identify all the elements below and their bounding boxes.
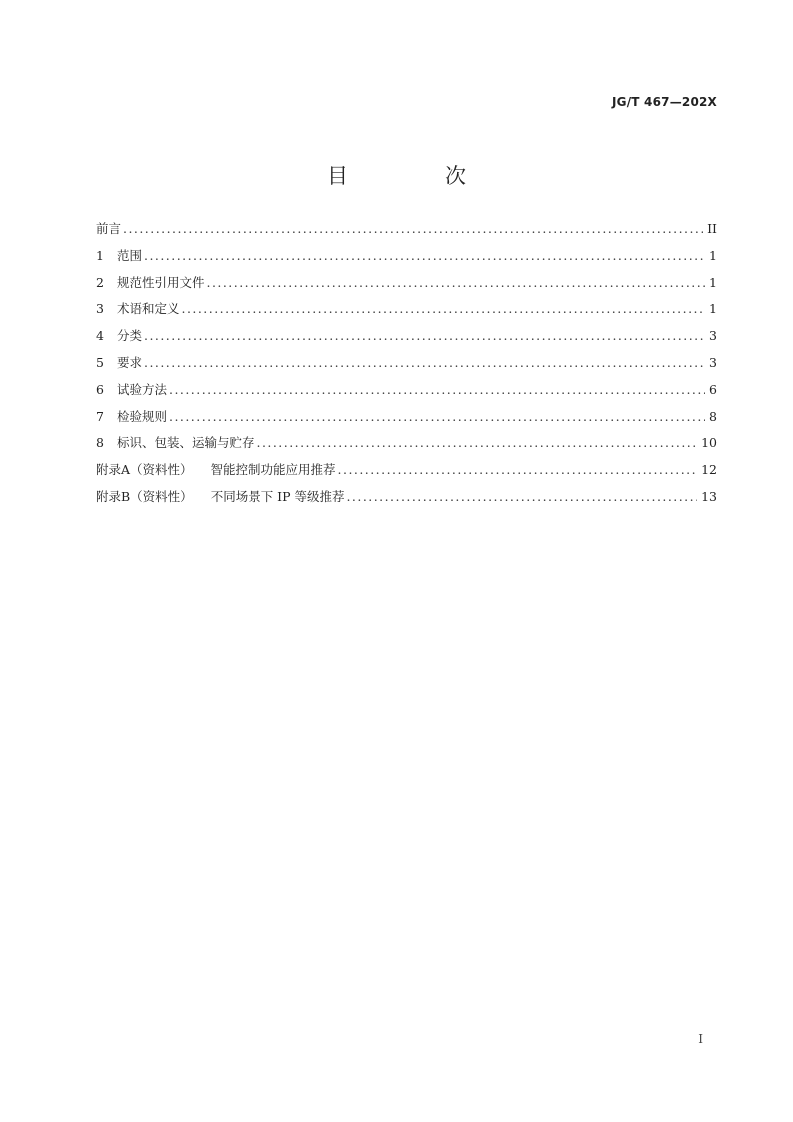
toc-entry-title: 检验规则: [117, 408, 168, 424]
toc-entry-title: 要求: [117, 354, 143, 370]
toc-entry-page: 12: [701, 462, 717, 478]
dot-leader: [182, 296, 706, 323]
toc-entry-title: 术语和定义: [117, 301, 180, 317]
toc-entry-page: 1: [709, 247, 717, 263]
dot-leader: [169, 404, 705, 431]
toc-entry-title: 规范性引用文件: [117, 274, 205, 290]
toc-entry-appendix-b[interactable]: [96, 484, 717, 511]
toc-entry-page: 1: [709, 301, 717, 317]
dot-leader: [257, 430, 698, 457]
dot-leader: [144, 323, 705, 350]
toc-entry-number: 5: [96, 354, 104, 370]
toc-entry-title: 附录A（资料性）: [96, 462, 193, 478]
toc-entry-title: 标识、包装、运输与贮存: [117, 435, 255, 451]
toc-entry-number: 2: [96, 274, 104, 290]
toc-entry-foreword[interactable]: [96, 216, 717, 243]
toc-entry-classification[interactable]: [96, 323, 717, 350]
toc-entry-subtitle: 不同场景下 IP 等级推荐: [210, 488, 345, 504]
toc-entry-title: 范围: [117, 247, 143, 263]
dot-leader: [144, 350, 705, 377]
toc-entry-appendix-a[interactable]: [96, 457, 717, 484]
toc-entry-page: 3: [709, 328, 717, 344]
toc-entry-number: 8: [96, 435, 104, 451]
toc-entry-page: 10: [701, 435, 717, 451]
toc-entry-number: 4: [96, 328, 104, 344]
toc-entry-inspection-rules[interactable]: [96, 404, 717, 431]
toc-entry-marking-packaging[interactable]: [96, 430, 717, 457]
toc-entry-number: 3: [96, 301, 104, 317]
toc-entry-title: 附录B（资料性）: [96, 488, 193, 504]
toc-entry-page: 3: [709, 354, 717, 370]
toc-title: 目 次: [327, 164, 504, 188]
dot-leader: [144, 243, 705, 270]
dot-leader: [207, 270, 706, 297]
toc-entry-page: 6: [709, 381, 717, 397]
dot-leader: [338, 457, 698, 484]
table-of-contents: [96, 216, 717, 511]
page-number: I: [698, 1032, 703, 1046]
toc-entry-normative-references[interactable]: [96, 270, 717, 297]
toc-entry-number: 1: [96, 247, 104, 263]
toc-entry-terms-definitions[interactable]: [96, 296, 717, 323]
document-code: JG/T 467—202X: [611, 95, 717, 109]
toc-entry-title: 试验方法: [117, 381, 168, 397]
toc-entry-scope[interactable]: [96, 243, 717, 270]
toc-entry-requirements[interactable]: [96, 350, 717, 377]
toc-entry-page: II: [707, 221, 717, 236]
toc-entry-page: 13: [701, 488, 717, 504]
toc-entry-number: 6: [96, 381, 104, 397]
toc-entry-page: 1: [709, 274, 717, 290]
dot-leader: [169, 377, 705, 404]
toc-entry-subtitle: 智能控制功能应用推荐: [210, 462, 336, 478]
toc-entry-title: 前言: [96, 221, 122, 236]
toc-entry-page: 8: [709, 408, 717, 424]
dot-leader: [346, 484, 697, 511]
toc-entry-test-methods[interactable]: [96, 377, 717, 404]
dot-leader: [123, 216, 703, 243]
toc-entry-title: 分类: [117, 328, 143, 344]
toc-entry-number: 7: [96, 408, 104, 424]
